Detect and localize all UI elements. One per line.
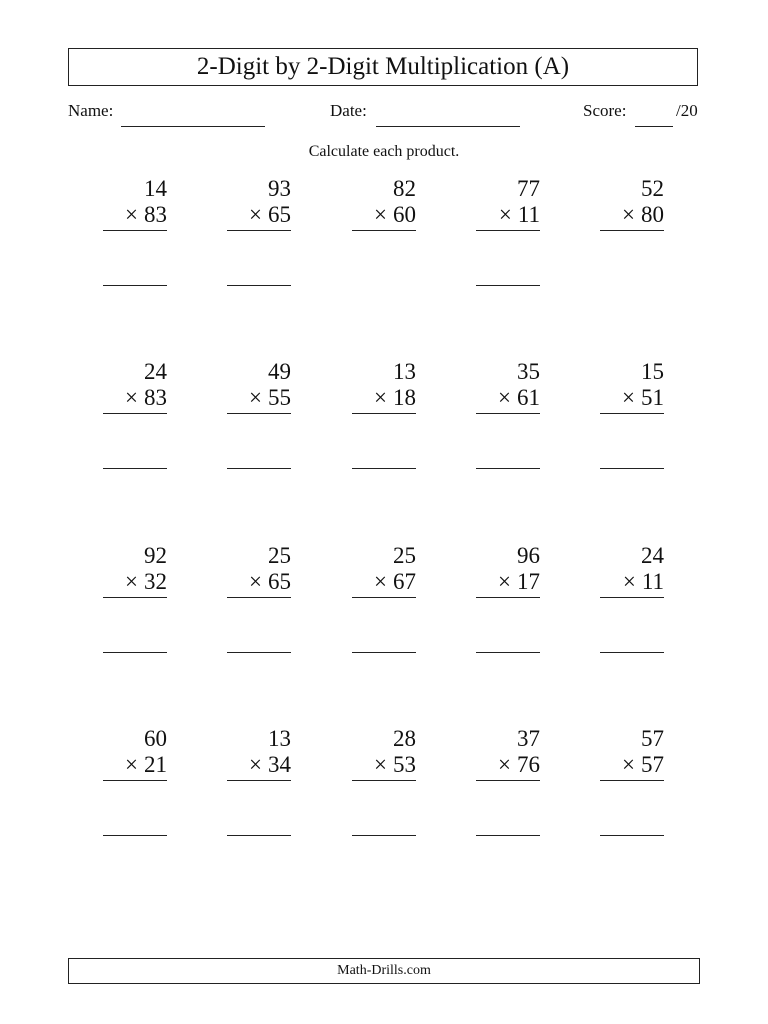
product-rule [103,597,167,598]
multiplier: 83 [144,385,167,410]
multiplier-row [622,202,664,228]
multiplier: 18 [393,385,416,410]
multiplier-row [249,569,291,595]
multiply-symbol: × [125,385,138,410]
multiply-symbol: × [125,569,138,594]
multiplicand: 13 [393,359,416,384]
multiply-symbol: × [125,202,138,227]
multiplier-row [622,752,664,778]
multiply-symbol: × [498,752,511,777]
problem [598,359,664,489]
multiplier: 17 [517,569,540,594]
multiply-symbol: × [374,752,387,777]
answer-line[interactable] [476,285,540,286]
footer-credit: Math-Drills.com [68,958,700,984]
multiplier: 57 [641,752,664,777]
multiplier-row [499,202,540,228]
multiplier-row [249,385,291,411]
problem [350,726,416,856]
instructions: Calculate each product. [308,143,460,160]
multiply-symbol: × [622,752,635,777]
answer-line[interactable] [227,835,291,836]
multiplier-row [498,569,540,595]
multiplicand: 60 [144,726,167,751]
multiplier-row [374,569,416,595]
multiplier: 53 [393,752,416,777]
multiply-symbol: × [374,385,387,410]
multiply-symbol: × [374,569,387,594]
multiply-symbol: × [498,202,512,227]
multiplicand: 15 [641,359,664,384]
multiply-symbol: × [622,385,635,410]
multiplicand: 49 [268,359,291,384]
multiplier: 32 [144,569,167,594]
multiply-symbol: × [374,202,387,227]
score-total: /20 [676,101,698,120]
multiplicand: 13 [268,726,291,751]
problem [225,176,291,306]
multiplicand: 37 [517,726,540,751]
answer-line[interactable] [600,468,664,469]
problem [474,543,540,673]
multiplier-row [125,569,167,595]
multiplicand: 35 [517,359,540,384]
multiplicand: 57 [641,726,664,751]
date-field-line[interactable] [376,126,520,127]
multiplier: 61 [517,385,540,410]
product-rule [476,597,540,598]
product-rule [227,413,291,414]
answer-line[interactable] [227,652,291,653]
multiplicand: 92 [144,543,167,568]
answer-line[interactable] [227,468,291,469]
multiplier-row [374,202,416,228]
multiplier-row [249,202,291,228]
multiplicand: 25 [393,543,416,568]
score-label: Score: [583,101,627,120]
problem [598,726,664,856]
product-rule [600,230,664,231]
multiplier-row [622,385,664,411]
product-rule [227,597,291,598]
product-rule [227,780,291,781]
multiplier-row [249,752,291,778]
multiplier: 21 [144,752,167,777]
multiply-symbol: × [498,569,511,594]
product-rule [227,230,291,231]
multiplier: 11 [517,202,540,227]
multiplier: 55 [268,385,291,410]
answer-line[interactable] [600,652,664,653]
multiply-symbol: × [249,385,262,410]
product-rule [600,597,664,598]
problem [350,543,416,673]
multiplicand: 93 [268,176,291,201]
answer-line[interactable] [227,285,291,286]
multiplier: 34 [268,752,291,777]
product-rule [103,413,167,414]
product-rule [352,230,416,231]
answer-line[interactable] [476,835,540,836]
product-rule [476,780,540,781]
multiply-symbol: × [622,202,635,227]
problem [598,176,664,306]
product-rule [352,413,416,414]
problem [101,359,167,489]
answer-line[interactable] [352,468,416,469]
multiplier-row [125,385,167,411]
name-field-line[interactable] [121,126,265,127]
problem [350,359,416,489]
multiply-symbol: × [249,202,262,227]
multiplicand: 24 [641,543,664,568]
score-field-line[interactable] [635,126,673,127]
problem [101,726,167,856]
multiplier: 60 [393,202,416,227]
problem [101,176,167,306]
answer-line[interactable] [103,285,167,286]
product-rule [352,780,416,781]
multiplier: 80 [641,202,664,227]
answer-line[interactable] [600,835,664,836]
multiplicand: 14 [144,176,167,201]
multiply-symbol: × [498,385,511,410]
multiply-symbol: × [125,752,138,777]
multiply-symbol: × [249,752,262,777]
product-rule [352,597,416,598]
problem [474,726,540,856]
problem [225,359,291,489]
multiplicand: 96 [517,543,540,568]
product-rule [476,230,540,231]
multiplier: 51 [641,385,664,410]
answer-line[interactable] [476,468,540,469]
problem [474,176,540,306]
problem [225,726,291,856]
name-label: Name: [68,101,114,120]
problem [350,176,416,306]
multiplier-row [374,752,416,778]
product-rule [103,230,167,231]
product-rule [600,780,664,781]
multiply-symbol: × [249,569,262,594]
multiplicand: 24 [144,359,167,384]
answer-line[interactable] [103,652,167,653]
problem [598,543,664,673]
multiplier: 76 [517,752,540,777]
multiplier: 65 [268,202,291,227]
multiplier-row [623,569,664,595]
multiplier: 11 [641,569,664,594]
multiply-symbol: × [622,569,636,594]
multiplier-row [498,385,540,411]
problem [225,543,291,673]
worksheet-title: 2-Digit by 2-Digit Multiplication (A) [68,48,698,86]
multiplicand: 82 [393,176,416,201]
answer-line[interactable] [352,652,416,653]
multiplier-row [125,202,167,228]
multiplicand: 77 [517,176,540,201]
multiplier: 83 [144,202,167,227]
multiplier-row [498,752,540,778]
problem [101,543,167,673]
product-rule [476,413,540,414]
answer-line[interactable] [103,468,167,469]
multiplier-row [374,385,416,411]
multiplicand: 25 [268,543,291,568]
multiplier: 65 [268,569,291,594]
problem [474,359,540,489]
answer-line[interactable] [352,835,416,836]
date-label: Date: [330,101,367,120]
multiplier: 67 [393,569,416,594]
product-rule [103,780,167,781]
multiplicand: 52 [641,176,664,201]
answer-line[interactable] [103,835,167,836]
product-rule [600,413,664,414]
answer-line[interactable] [476,652,540,653]
multiplier-row [125,752,167,778]
multiplicand: 28 [393,726,416,751]
